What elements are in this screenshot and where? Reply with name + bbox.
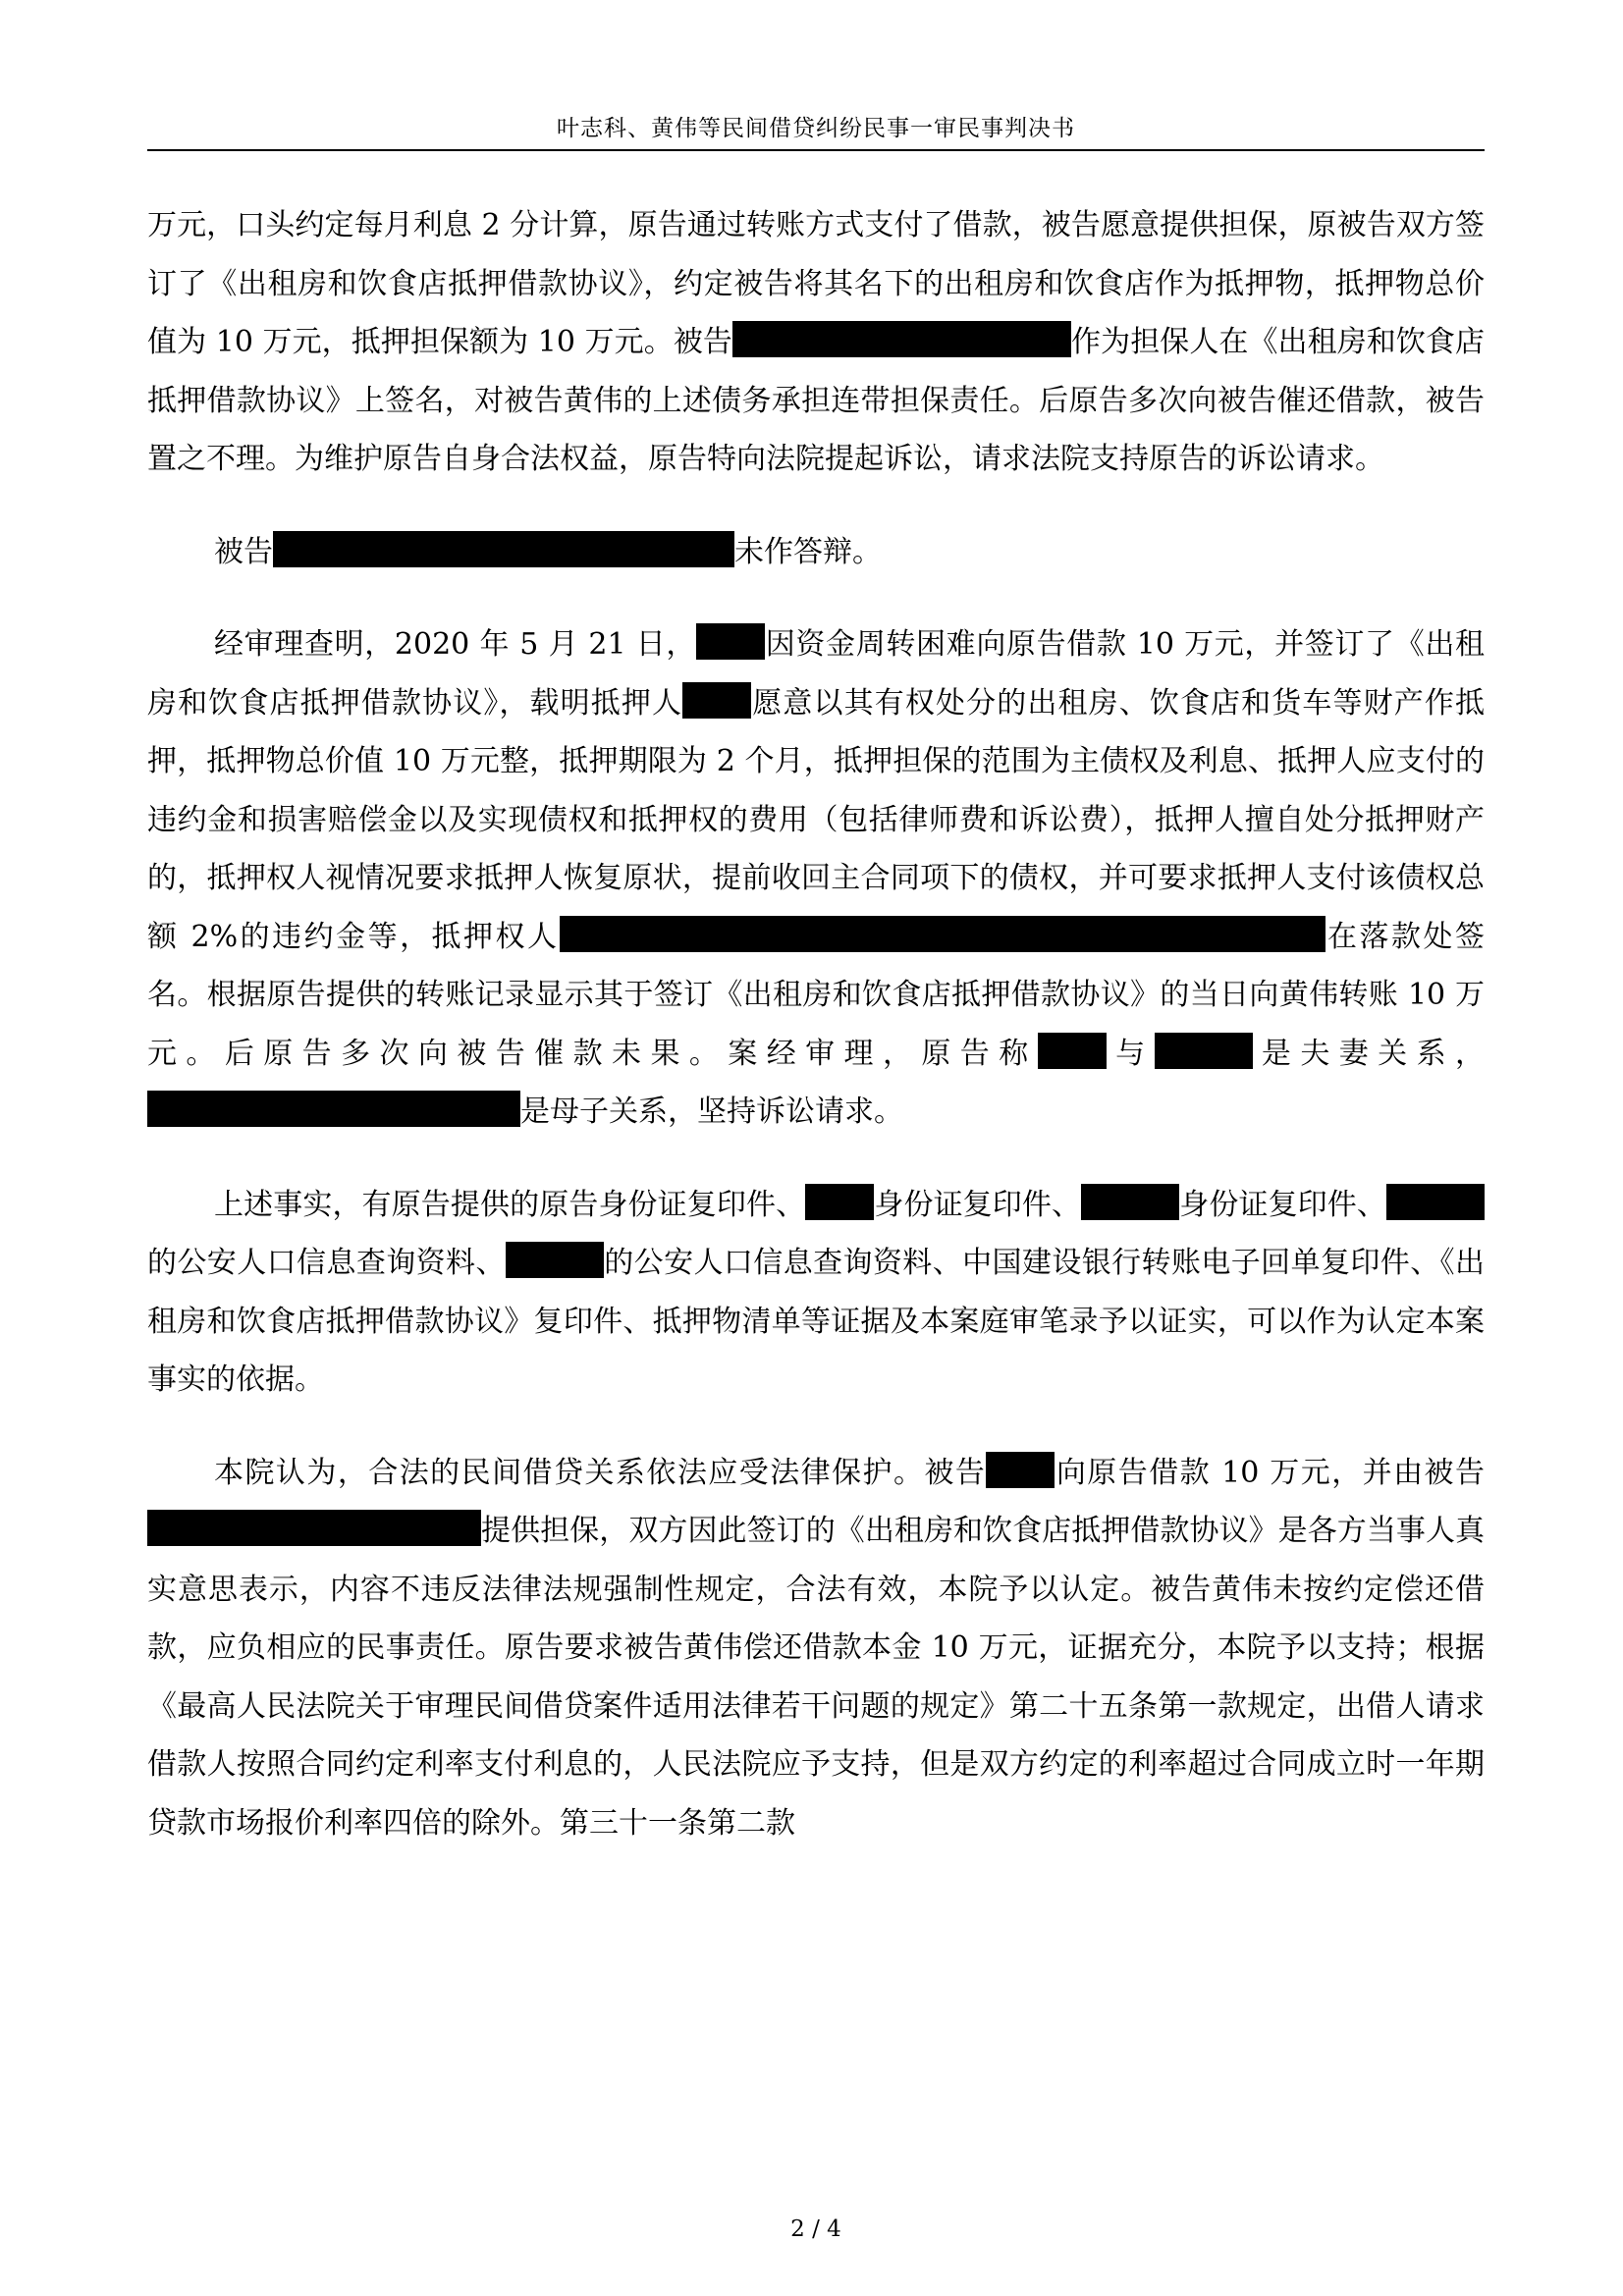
redaction-bar: [1386, 1184, 1485, 1220]
page-number: 2 / 4: [790, 2216, 841, 2242]
redaction-bar: [986, 1452, 1055, 1488]
redaction-bar: [992, 916, 1325, 952]
redaction-bar: [273, 531, 734, 567]
paragraph-defendant-no-reply: 被告 未作答辩。: [147, 523, 1485, 582]
redaction-bar: [732, 321, 1071, 357]
redaction-bar: [682, 682, 751, 719]
paragraph-evidence: 上述事实，有原告提供的原告身份证复印件、 身份证复印件、 身份证复印件、的公安人口信息查询资料、 的公安人口信息查询资料、中国建设银行转账电子回单复印件、《出租房和饮食店抵押借款协议》复印件、抵押物清单等证据及本案庭审笔录予以证实，可以作为认定本案事实的依据。: [147, 1176, 1485, 1410]
redaction-bar: [1038, 1033, 1107, 1069]
redaction-bar: [1155, 1033, 1253, 1069]
redaction-bar: [696, 623, 765, 660]
redaction-bar: [805, 1184, 874, 1220]
document-body: [147, 196, 1485, 1852]
redaction-bar: [147, 1091, 520, 1127]
header-rule: [147, 149, 1485, 151]
paragraph-plaintiff-claim: 万元，口头约定每月利息 2 分计算，原告通过转账方式支付了借款，被告愿意提供担保，原被告双方签订了《出租房和饮食店抵押借款协议》，约定被告将其名下的出租房和饮食店作为抵押物，抵押物总价值为 10 万元，抵押担保额为 10 万元。被告 作为担保人在《出租房和饮食店抵押借款协议》上签名，对被告黄伟的上述债务承担连带担保责任。后原告多次向被告催还借款，被告置之不理。为维护原告自身合法权益，原告特向法院提起诉讼，请求法院支持原告的诉讼请求。: [147, 208, 1485, 476]
document-header: 叶志科、黄伟等民间借贷纠纷民事一审民事判决书: [557, 116, 1075, 141]
redaction-bar: [560, 916, 992, 952]
redaction-bar: [147, 1510, 481, 1546]
redaction-bar: [1081, 1184, 1179, 1220]
redaction-bar: [506, 1242, 604, 1278]
paragraph-court-opinion: 本院认为，合法的民间借贷关系依法应受法律保护。被告 向原告借款 10 万元，并由被告提供担保，双方因此签订的《出租房和饮食店抵押借款协议》是各方当事人真实意思表示，内容不违反法律法规强制性规定，合法有效，本院予以认定。被告黄伟未按约定偿还借款，应负相应的民事责任。原告要求被告黄伟偿还借款本金 10 万元，证据充分，本院予以支持；根据《最高人民法院关于审理民间借贷案件适用法律若干问题的规定》第二十五条第一款规定，出借人请求借款人按照合同约定利率支付利息的，人民法院应予支持，但是双方约定的利率超过合同成立时一年期贷款市场报价利率四倍的除外。第三十一条第二款: [147, 1444, 1485, 1853]
paragraph-facts-found: 经审理查明，2020 年 5 月 21 日， 因资金周转困难向原告借款 10 万元，并签订了《出租房和饮食店抵押借款协议》，载明抵押人 愿意以其有权处分的出租房、饮食店和货车等财产作抵押，抵押物总价值 10 万元整，抵押期限为 2 个月，抵押担保的范围为主债权及利息、抵押人应支付的违约金和损害赔偿金以及实现债权和抵押权的费用（包括律师费和诉讼费），抵押人擅自处分抵押财产的，抵押权人视情况要求抵押人恢复原状，提前收回主合同项下的债权，并可要求抵押人支付该债权总额 2%的违约金等，抵押权人 在落款处签名。根据原告提供的转账记录显示其于签订《出租房和饮食店抵押借款协议》的当日向黄伟转账 10 万元。后原告多次向被告催款未果。案经审理，原告称 与 是夫妻关系，是母子关系，坚持诉讼请求。: [147, 615, 1485, 1142]
